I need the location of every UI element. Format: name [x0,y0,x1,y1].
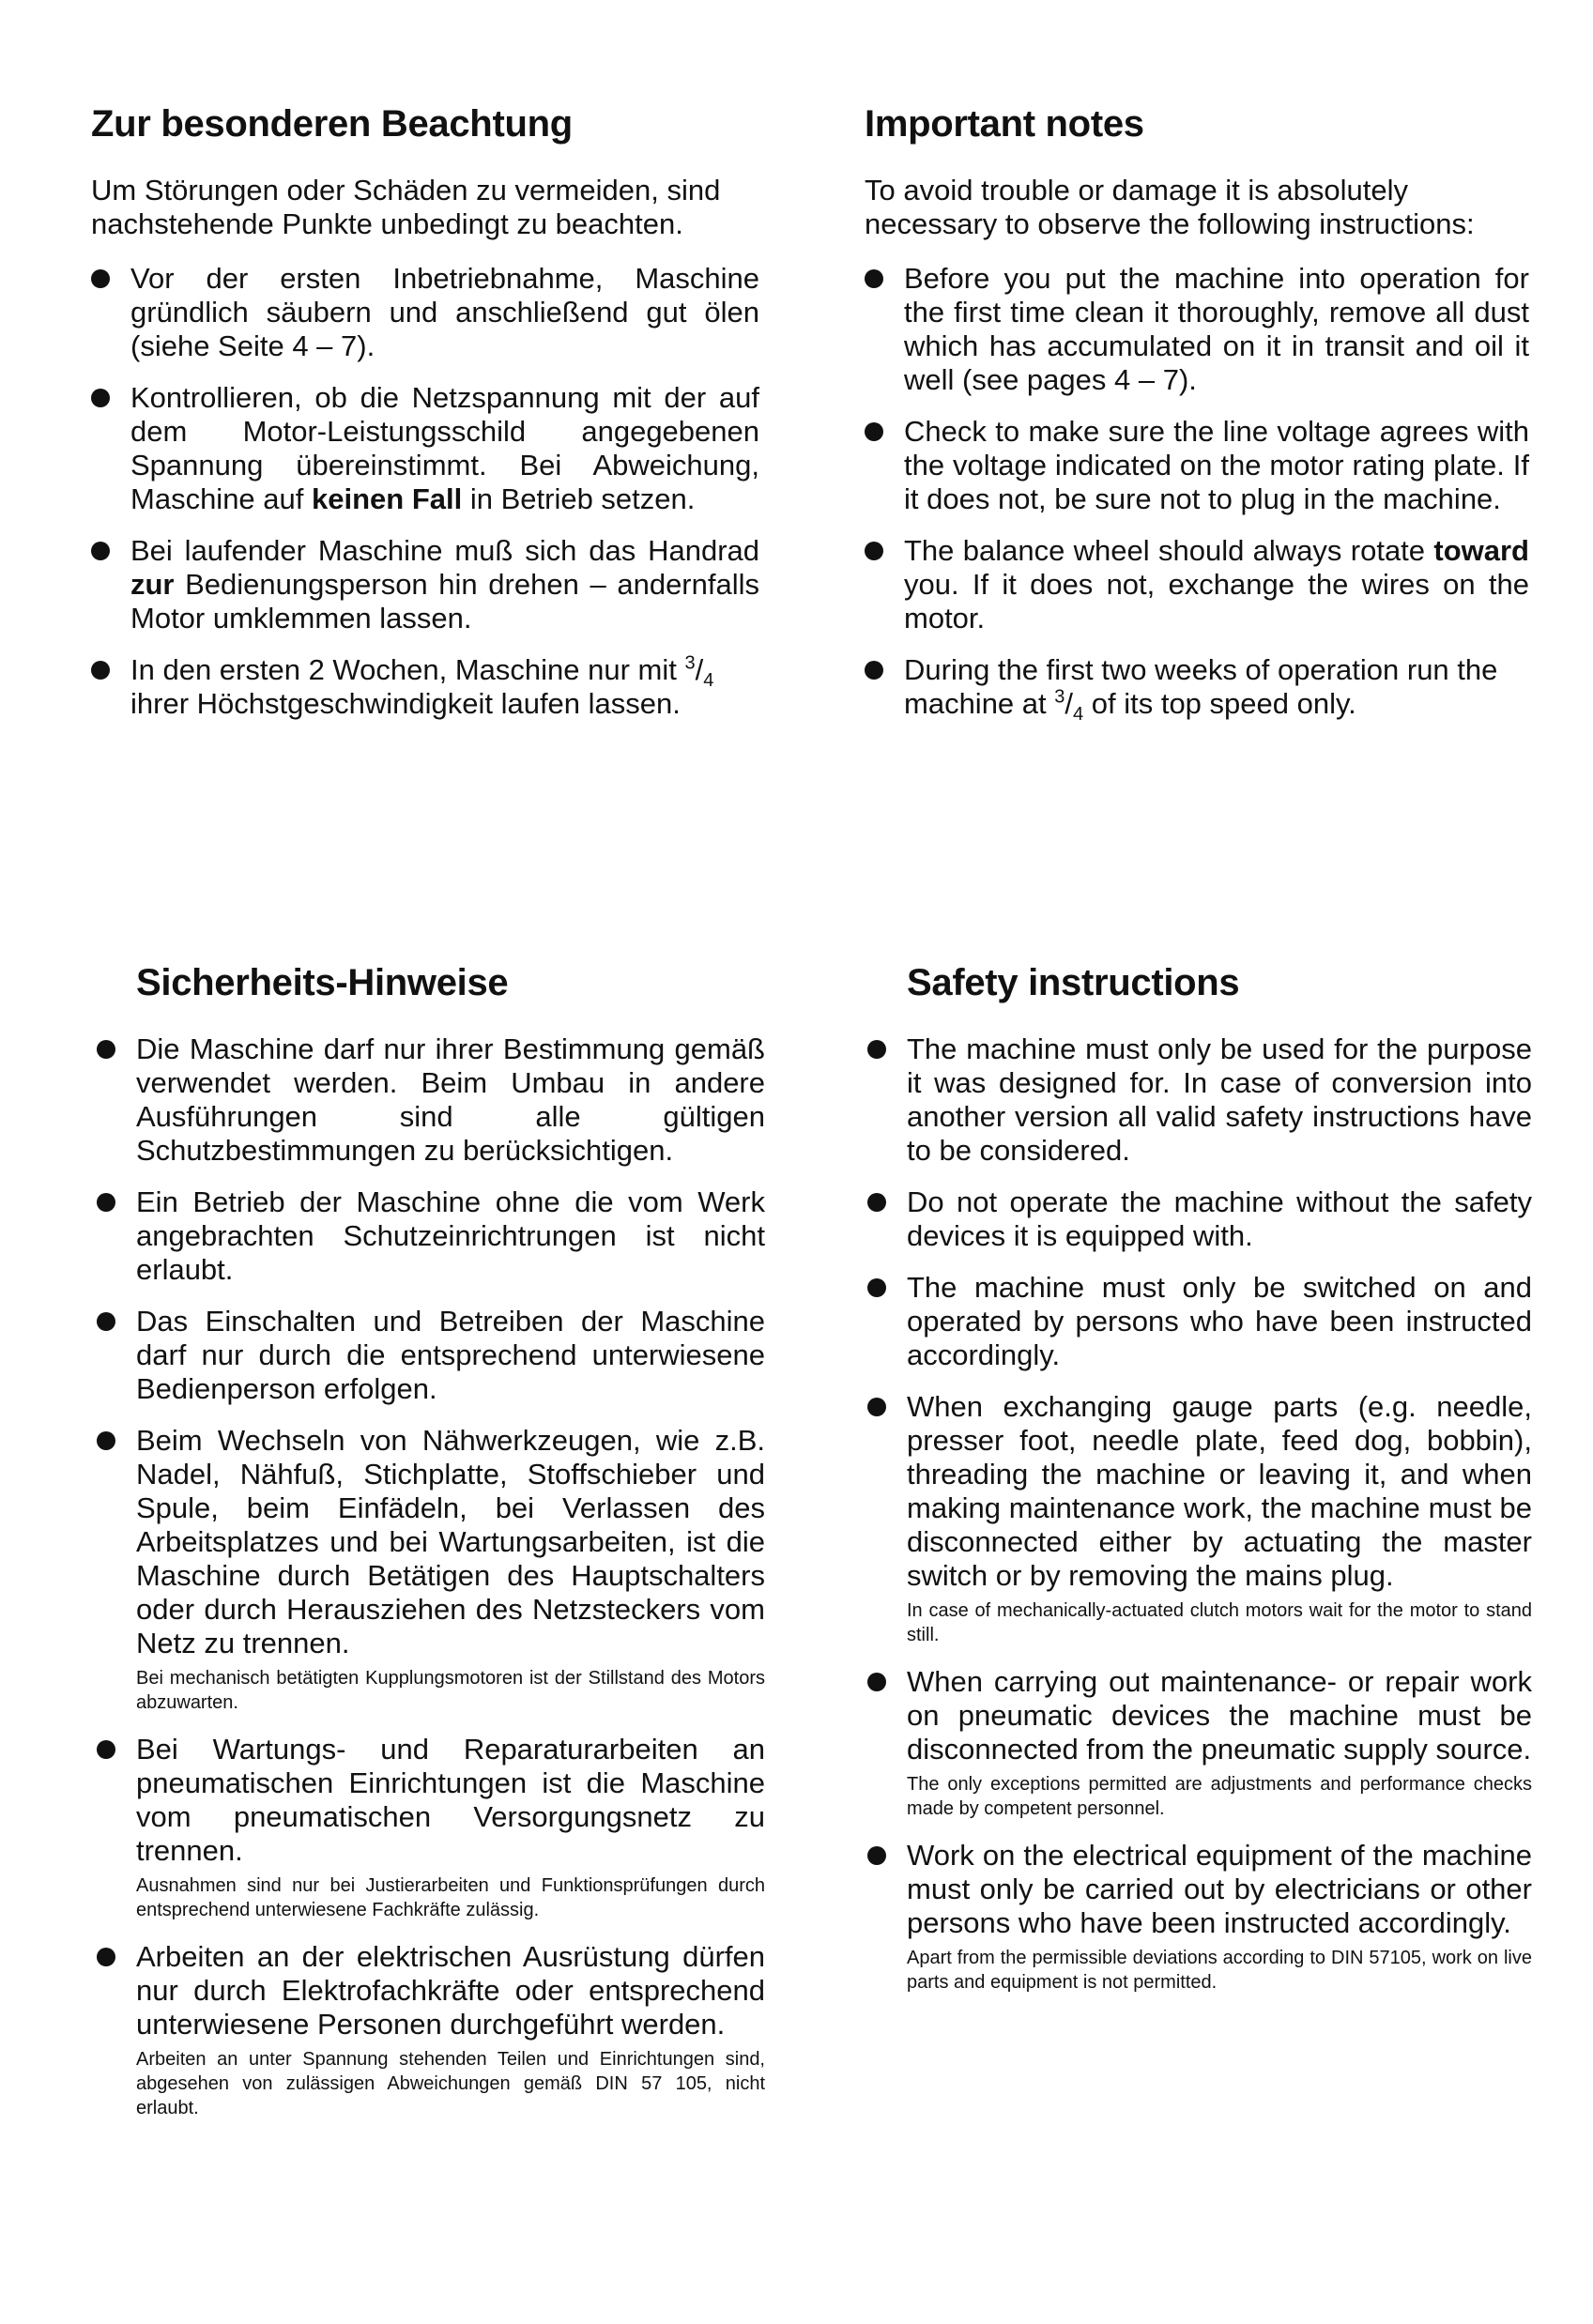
bullet-icon [867,1193,886,1212]
bullet-icon [91,542,110,560]
de-safety-section [97,962,765,2138]
footnote: Arbeiten an unter Spannung stehenden Teilen und Einrichtungen sind, abgesehen von zulässigen Abweichungen gemäß DIN 57 105, nicht erlaubt. [136,2049,765,2118]
de-notes-section [91,103,759,739]
list-item: Before you put the machine into operation for the first time clean it thoroughly, remove all dust which has accumulated on it in transit and oil it well (see pages 4 – 7). [865,262,1529,397]
bullet-icon [97,1740,115,1759]
bullet-icon [867,1398,886,1416]
list-item: When carrying out maintenance- or repair work on pneumatic devices the machine must be disconnected from the pneumatic supply source. The only exceptions permitted are adjustments and performance checks made by competent personnel. [867,1665,1532,1821]
bullet-icon [97,1312,115,1331]
bullet-icon [867,1040,886,1059]
list-item: Ein Betrieb der Maschine ohne die vom Werk angebrachten Schutzeinrichtrungen ist nicht erlaubt. [97,1185,765,1287]
list-item: Check to make sure the line voltage agrees with the voltage indicated on the motor rating plate. If it does not, be sure not to plug in the machine. [865,415,1529,516]
list-item: Do not operate the machine without the safety devices it is equipped with. [867,1185,1532,1253]
bullet-icon [865,422,883,441]
footnote: Ausnahmen sind nur bei Justierarbeiten und Funktionsprüfungen durch entsprechend unterwiesene Fachkräfte zulässig. [136,1875,765,1920]
bullet-icon [867,1278,886,1297]
section-title: Sicherheits-Hinweise [136,962,509,1003]
list-item: Bei laufender Maschine muß sich das Handrad zur Bedienungsperson hin drehen – andernfalls Motor umklemmen lassen. [91,534,759,635]
bullet-icon [91,661,110,680]
footnote: In case of mechanically-actuated clutch motors wait for the motor to stand still. [907,1600,1532,1645]
bullet-icon [865,269,883,288]
en-notes-section [865,103,1529,739]
list-item: The machine must only be switched on and operated by persons who have been instructed accordingly. [867,1271,1532,1372]
list-item: Arbeiten an der elektrischen Ausrüstung dürfen nur durch Elektrofachkräfte oder entsprechend unterwiesene Personen durchgeführt werden. Arbeiten an unter Spannung stehenden Teilen und Einrichtungen sind, abgesehen von zulässigen Abweichungen gemäß DIN 57 105, nicht erlaubt. [97,1940,765,2120]
footnote: The only exceptions permitted are adjustments and performance checks made by competent personnel. [907,1774,1532,1819]
list-item: Das Einschalten und Betreiben der Maschine darf nur durch die entsprechend unterwiesene Bedienperson erfolgen. [97,1305,765,1406]
en-safety-section [867,962,1532,2012]
bullet-icon [867,1846,886,1865]
footnote: Apart from the permissible deviations according to DIN 57105, work on live parts and equipment is not permitted. [907,1948,1532,1993]
list-item: In den ersten 2 Wochen, Maschine nur mit $^3/_4$ ihrer Höchstgeschwindigkeit laufen lassen. [91,653,759,721]
list-item: Beim Wechseln von Nähwerkzeugen, wie z.B. Nadel, Nähfuß, Stichplatte, Stoffschieber und Spule, beim Einfädeln, bei Verlassen des Arbeitsplatzes und bei Wartungsarbeiten, ist die Maschine durch Betätigen des Hauptschalters oder durch Herausziehen des Netzsteckers vom Netz zu trennen. Bei mechanisch betätigten Kupplungsmotoren ist der Stillstand des Motors abzuwarten. [97,1424,765,1715]
section-title: Safety instructions [907,962,1240,1003]
intro-text: Um Störungen oder Schäden zu vermeiden, sind nachstehende Punkte unbedingt zu beachten. [91,174,721,240]
list-item: The balance wheel should always rotate toward you. If it does not, exchange the wires on the motor. [865,534,1529,635]
bullet-icon [867,1673,886,1691]
bullet-icon [91,269,110,288]
intro-text: To avoid trouble or damage it is absolutely necessary to observe the following instructions: [865,174,1475,240]
list-item: Work on the electrical equipment of the machine must only be carried out by electricians or other persons who have been instructed accordingly. Apart from the permissible deviations according to DIN 57105, work on live parts and equipment is not permitted. [867,1839,1532,1995]
list-item: Bei Wartungs- und Reparaturarbeiten an pneumatischen Einrichtungen ist die Maschine vom pneumatischen Versorgungsnetz zu trennen. Ausnahmen sind nur bei Justierarbeiten und Funktionsprüfungen durch entsprechend unterwiesene Fachkräfte zulässig. [97,1733,765,1922]
footnote: Bei mechanisch betätigten Kupplungsmotoren ist der Stillstand des Motors abzuwarten. [136,1668,765,1713]
bullet-icon [97,1193,115,1212]
list-item: The machine must only be used for the purpose it was designed for. In case of conversion into another version all valid safety instructions have to be considered. [867,1032,1532,1168]
section-title: Zur besonderen Beachtung [91,103,573,145]
bullet-icon [91,389,110,407]
list-item: Vor der ersten Inbetriebnahme, Maschine gründlich säubern und anschließend gut ölen (siehe Seite 4 – 7). [91,262,759,363]
bullet-icon [865,542,883,560]
list-item: Kontrollieren, ob die Netzspannung mit der auf dem Motor-Leistungsschild angegebenen Spannung übereinstimmt. Bei Abweichung, Maschine auf keinen Fall in Betrieb setzen. [91,381,759,516]
list-item: During the first two weeks of operation run the machine at $^3/_4$ of its top speed only. [865,653,1529,721]
bullet-icon [97,1431,115,1450]
bullet-icon [97,1948,115,1966]
bullet-icon [97,1040,115,1059]
list-item: When exchanging gauge parts (e.g. needle, presser foot, needle plate, feed dog, bobbin), threading the machine or leaving it, and when making maintenance work, the machine must be disconnected either by actuating the master switch or by removing the mains plug. In case of mechanically-actuated clutch motors wait for the motor to stand still. [867,1390,1532,1647]
bullet-icon [865,661,883,680]
list-item: Die Maschine darf nur ihrer Bestimmung gemäß verwendet werden. Beim Umbau in andere Ausführungen sind alle gültigen Schutzbestimmungen zu berücksichtigen. [97,1032,765,1168]
section-title: Important notes [865,103,1144,145]
